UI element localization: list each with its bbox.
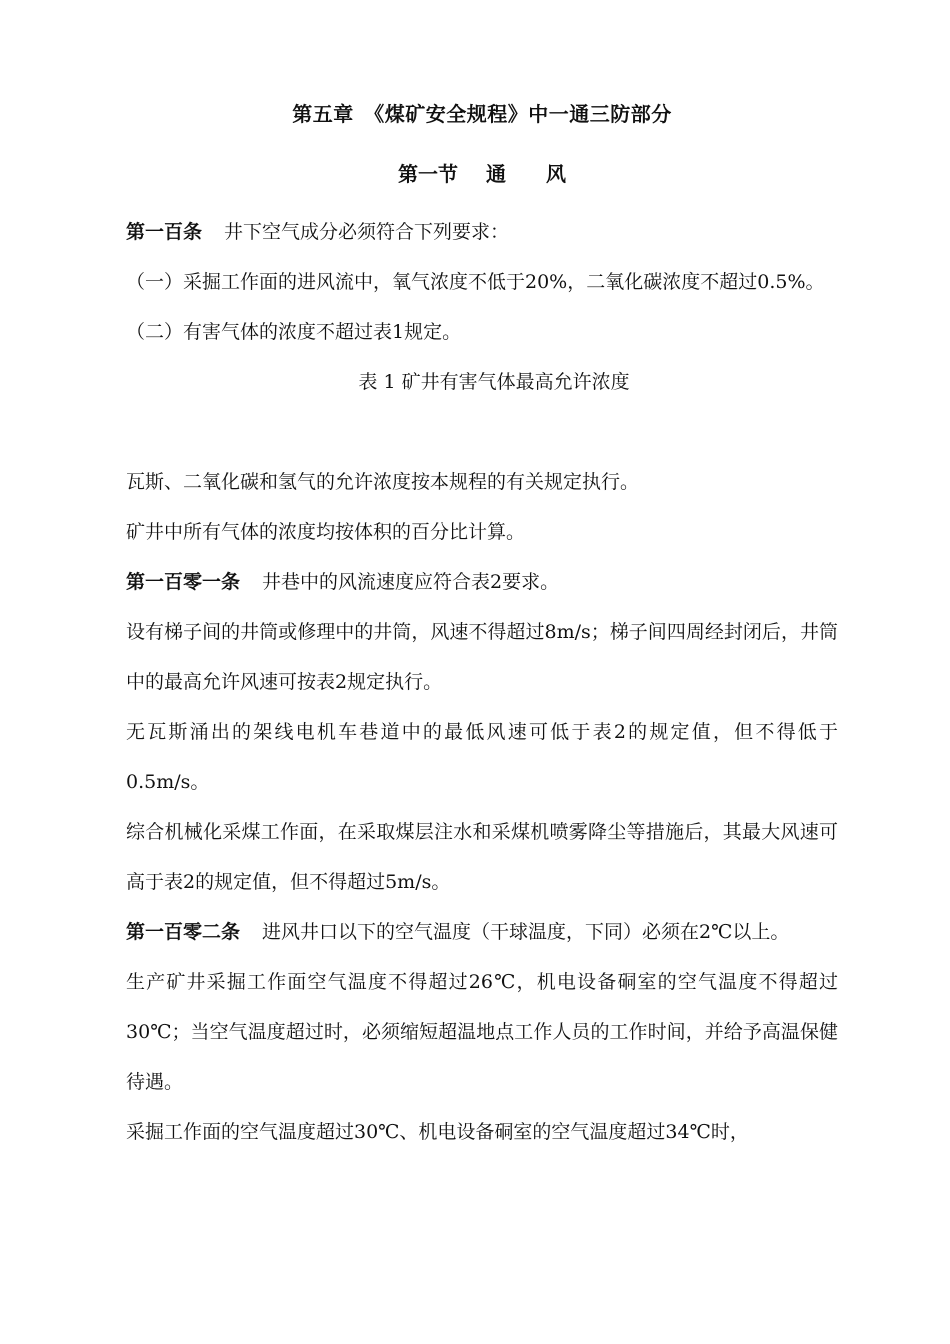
section-label: 第一节 [398, 162, 458, 186]
document-body [126, 207, 838, 1157]
paragraph-locomotive-roadway: 无瓦斯涌出的架线电机车巷道中的最低风速可低于表2的规定值，但不得低于0.5m/s。 [126, 721, 838, 793]
paragraph-oxygen: （一）采掘工作面的进风流中，氧气浓度不低于20%，二氧化碳浓度不超过0.5%。 [126, 271, 825, 293]
table-1-placeholder [126, 407, 838, 457]
paragraph-harmful-gas: （二）有害气体的浓度不超过表1规定。 [126, 321, 462, 343]
article-102 [126, 907, 838, 957]
paragraph-mechanized-face: 综合机械化采煤工作面，在采取煤层注水和采煤机喷雾降尘等措施后，其最大风速可高于表2的规定值，但不得超过5m/s。 [126, 821, 838, 893]
article-number: 第一百零二条 [126, 921, 241, 943]
article-text: 井巷中的风流速度应符合表2要求。 [262, 571, 560, 593]
paragraph-over-temperature: 采掘工作面的空气温度超过30℃、机电设备硐室的空气温度超过34℃时， [126, 1121, 749, 1143]
paragraph-ladder-shaft: 设有梯子间的井筒或修理中的井筒，风速不得超过8m/s；梯子间四周经封闭后，井筒中的最高允许风速可按表2规定执行。 [126, 621, 838, 693]
section-title [126, 155, 838, 193]
article-number: 第一百条 [126, 221, 203, 243]
section-char-2: 风 [546, 162, 566, 186]
article-text: 井下空气成分必须符合下列要求： [224, 221, 510, 243]
article-text: 进风井口以下的空气温度（干球温度，下同）必须在2℃以上。 [262, 921, 790, 943]
article-number: 第一百零一条 [126, 571, 241, 593]
paragraph-allowed-concentration: 瓦斯、二氧化碳和氢气的允许浓度按本规程的有关规定执行。 [126, 471, 640, 493]
chapter-title: 第五章 《煤矿安全规程》中一通三防部分 [292, 102, 672, 126]
article-100 [126, 207, 838, 257]
paragraph-working-face-temperature: 生产矿井采掘工作面空气温度不得超过26℃，机电设备硐室的空气温度不得超过30℃；当空气温度超过时，必须缩短超温地点工作人员的工作时间，并给予高温保健待遇。 [126, 971, 838, 1093]
table-1-caption: 表 1 矿井有害气体最高允许浓度 [358, 371, 630, 393]
section-char-1: 通 [486, 162, 506, 186]
paragraph-volume-percent: 矿井中所有气体的浓度均按体积的百分比计算。 [126, 521, 526, 543]
article-101 [126, 557, 838, 607]
